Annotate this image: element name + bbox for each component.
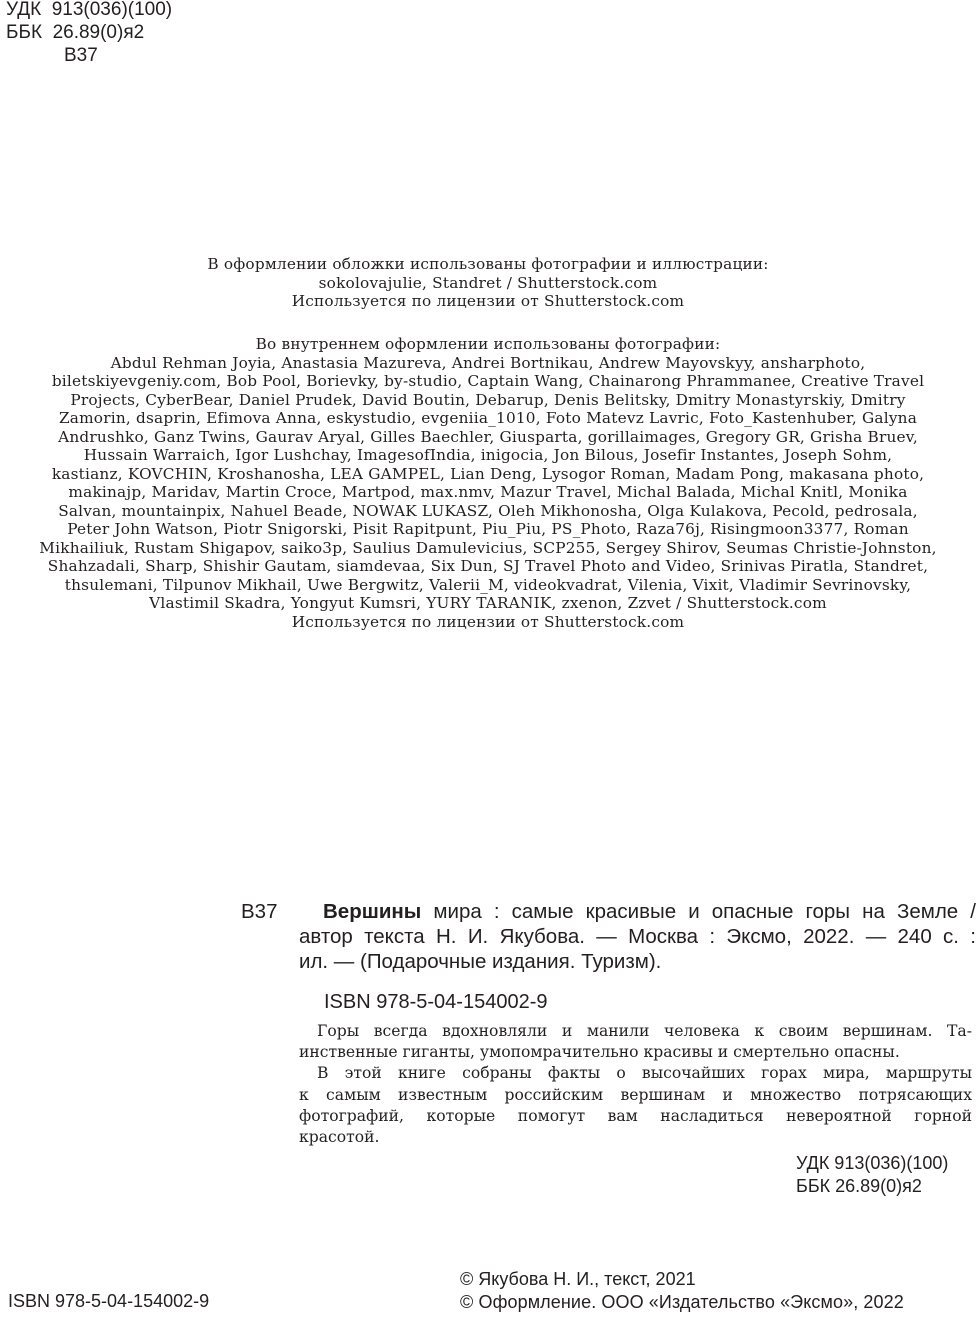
classification-codes <box>796 1152 948 1198</box>
entry-title-rest: мира : самые красивые и опасные горы на Земле / <box>421 900 976 923</box>
text-line: Mikhailiuk, Rustam Shigapov, saiko3p, Saulius Damulevicius, SCP255, Sergey Shirov, Seumas Christie-Johnston, <box>39 538 937 557</box>
text-line: Abdul Rehman Joyia, Anastasia Mazureva, Andrei Bortnikau, Andrew Mayovskyy, ansharphoto, <box>110 353 866 372</box>
text-line: инственные гиганты, умопомрачительно красивы и смертельно опасны. <box>299 1043 900 1062</box>
bbk-code: ББК 26.89(0)я2 <box>6 22 145 43</box>
text-line: sokolovajulie, Standret / Shutterstock.com <box>318 273 658 292</box>
entry-line-2: автор текста Н. И. Якубова. — Москва : Эксмо, 2022. — 240 с. : <box>299 925 976 948</box>
text-line: к самым известным российским вершинам и множество потрясающих <box>299 1085 972 1104</box>
text-line: Salvan, mountainpix, Nahuel Beade, NOWAK LUKASZ, Oleh Mikhonosha, Olga Kulakova, Pecold, pedrosala, <box>58 501 918 520</box>
entry-code: В37 <box>241 900 278 923</box>
text-line: В оформлении обложки использованы фотографии и иллюстрации: <box>207 255 769 273</box>
text-line: makinajp, Maridav, Martin Croce, Martpod, max.nmv, Mazur Travel, Michal Balada, Michal Knitl, Monika <box>68 483 908 501</box>
text-line: Projects, CyberBear, Daniel Prudek, David Boutin, Debarup, Denis Belitsky, Dmitry Monastyrskiy, Dmitry <box>70 390 906 409</box>
text-line: Zamorin, dsaprin, Efimova Anna, eskystudio, evgeniia_1010, Foto Matevz Lavric, Foto_Kastenhuber, Galyna <box>58 409 918 427</box>
text-line: Hussain Warraich, Igor Lushchay, ImagesofIndia, inigocia, Jon Bilous, Josefir Instantes, Joseph Sohm, <box>83 446 893 464</box>
annotation <box>299 1021 972 1148</box>
cover-credits <box>0 255 976 311</box>
copyright-text: © Якубова Н. И., текст, 2021 <box>460 1269 696 1289</box>
text-line: Используется по лицензии от Shutterstock.com <box>291 292 685 310</box>
inner-credits <box>0 335 976 631</box>
text-line: kastianz, KOVCHIN, Kroshanosha, LEA GAMPEL, Lian Deng, Lysogor Roman, Madam Pong, makasana photo, <box>51 464 925 483</box>
text-line: Shahzadali, Sharp, Shishir Gautam, siamdevaa, Six Dun, SJ Travel Photo and Video, Srinivas Piratla, Standret, <box>47 557 929 575</box>
text-line: Используется по лицензии от Shutterstock.com <box>291 612 685 631</box>
text-line: Vlastimil Skadra, Yongyut Kumsri, YURY TARANIK, zxenon, Zzvet / Shutterstock.com <box>149 594 827 612</box>
author-mark: В37 <box>64 45 98 66</box>
text-line: красотой. <box>299 1128 380 1147</box>
text-line: В этой книге собраны факты о высочайших горах мира, маршруты <box>317 1064 972 1083</box>
text-line: Andrushko, Ganz Twins, Gaurav Aryal, Gilles Baechler, Giusparta, gorillaimages, Gregory GR, Grisha Bruev, <box>58 427 918 446</box>
entry-isbn: ISBN 978-5-04-154002-9 <box>324 991 548 1013</box>
text-line: biletskiyevgeniy.com, Bob Pool, Borievky, by-studio, Captain Wang, Chainarong Phrammanee, Creative Travel <box>51 372 925 390</box>
text-line: фотографий, которые помогут вам насладиться невероятной горной <box>299 1106 972 1125</box>
entry-line-1 <box>323 899 976 924</box>
bbk-code: ББК 26.89(0)я2 <box>796 1176 922 1196</box>
text-line: Горы всегда вдохновляли и манили человека к своим вершинам. Та- <box>317 1022 972 1040</box>
header-classification <box>6 0 172 67</box>
footer-isbn: ISBN 978-5-04-154002-9 <box>8 1291 210 1311</box>
text-line: thsulemani, Tilpunov Mikhail, Uwe Bergwitz, Valerii_M, videokvadrat, Vilenia, Vixit, Vladimir Sevrinovsky, <box>64 575 912 594</box>
text-line: Во внутреннем оформлении использованы фотографии: <box>255 335 721 353</box>
copyright <box>460 1268 974 1314</box>
udk-code: УДК 913(036)(100) <box>6 0 173 20</box>
entry-line-3: ил. — (Подарочные издания. Туризм). <box>299 950 662 973</box>
entry-title: Вершины <box>323 900 422 923</box>
text-line: Peter John Watson, Piotr Snigorski, Pisit Rapitpunt, Piu_Piu, PS_Photo, Raza76j, Risingmoon3377, Roman <box>67 520 909 538</box>
copyright-design: © Оформление. ООО «Издательство «Эксмо», 2022 <box>460 1292 904 1312</box>
udk-code: УДК 913(036)(100) <box>796 1153 949 1173</box>
